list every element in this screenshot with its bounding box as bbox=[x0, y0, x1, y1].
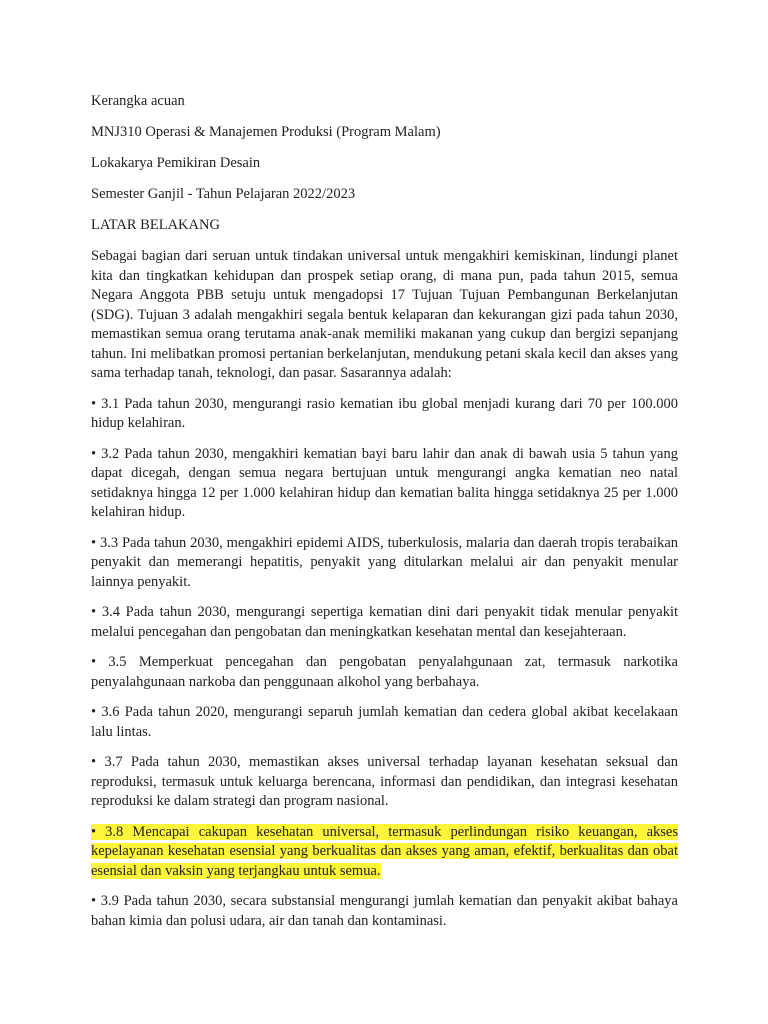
section-heading: LATAR BELAKANG bbox=[91, 217, 220, 233]
intro-paragraph: Sebagai bagian dari seruan untuk tindakan universal untuk mengakhiri kemiskinan, lindungi planet kita dan tingkatkan kehidupan dan prospek setiap orang, di mana pun, pada tahun 2015, semua Negara Anggota PBB setuju untuk mengadopsi 17 Tujuan Tujuan Pembangunan Berkelanjutan (SDG). Tujuan 3 adalah mengakhiri segala bentuk kelaparan dan kekurangan gizi pada tahun 2030, memastikan semua orang terutama anak-anak memiliki makanan yang cukup dan bergizi sepanjang tahun. Ini melibatkan promosi pertanian berkelanjutan, mendukung petani skala kecil dan akses yang sama terhadap tanah, teknologi, dan pasar. Sasarannya adalah: bbox=[91, 248, 678, 381]
doc-label: Kerangka acuan bbox=[91, 93, 185, 109]
document-body bbox=[91, 92, 678, 942]
target-item-3-8 bbox=[91, 823, 678, 882]
semester-line: Semester Ganjil - Tahun Pelajaran 2022/2023 bbox=[91, 186, 356, 202]
target-item-3-1: • 3.1 Pada tahun 2030, mengurangi rasio kematian ibu global menjadi kurang dari 70 per 100.000 hidup kelahiran. bbox=[91, 395, 678, 431]
target-item-3-9: • 3.9 Pada tahun 2030, secara substansial mengurangi jumlah kematian dan penyakit akibat bahaya bahan kimia dan polusi udara, air dan tanah dan kontaminasi. bbox=[91, 893, 678, 929]
target-item-3-2: • 3.2 Pada tahun 2030, mengakhiri kematian bayi baru lahir dan anak di bawah usia 5 tahun yang dapat dicegah, dengan semua negara bertujuan untuk mengurangi angka kematian neo natal setidaknya hingga 12 per 1.000 kelahiran hidup dan kematian balita hingga setidaknya 25 per 1.000 kelahiran hidup. bbox=[91, 445, 678, 520]
highlighted-text: • 3.8 Mencapai cakupan kesehatan universal, termasuk perlindungan risiko keuangan, akses kepelayanan kesehatan esensial yang berkualitas dan akses yang aman, efektif, berkualitas dan obat esensial dan vaksin yang terjangkau untuk semua. bbox=[91, 823, 678, 879]
target-item-3-3: • 3.3 Pada tahun 2030, mengakhiri epidemi AIDS, tuberkulosis, malaria dan daerah tropis terabaikan penyakit dan memerangi hepatitis, penyakit yang ditularkan melalui air dan penyakit menular lainnya penyakit. bbox=[91, 534, 678, 590]
target-item-3-4: • 3.4 Pada tahun 2030, mengurangi sepertiga kematian dini dari penyakit tidak menular penyakit melalui pencegahan dan pengobatan dan meningkatkan kesehatan mental dan kesejahteraan. bbox=[91, 604, 678, 640]
target-item-3-7: • 3.7 Pada tahun 2030, memastikan akses universal terhadap layanan kesehatan seksual dan reproduksi, termasuk untuk keluarga berencana, informasi dan pendidikan, dan integrasi kesehatan reproduksi ke dalam strategi dan program nasional. bbox=[91, 754, 678, 809]
course-title: MNJ310 Operasi & Manajemen Produksi (Program Malam) bbox=[91, 124, 441, 140]
workshop-title: Lokakarya Pemikiran Desain bbox=[91, 155, 261, 171]
target-item-3-5: • 3.5 Memperkuat pencegahan dan pengobatan penyalahgunaan zat, termasuk narkotika penyalahgunaan narkoba dan penggunaan alkohol yang berbahaya. bbox=[91, 654, 678, 690]
target-item-3-6: • 3.6 Pada tahun 2020, mengurangi separuh jumlah kematian dan cedera global akibat kecelakaan lalu lintas. bbox=[91, 704, 678, 740]
